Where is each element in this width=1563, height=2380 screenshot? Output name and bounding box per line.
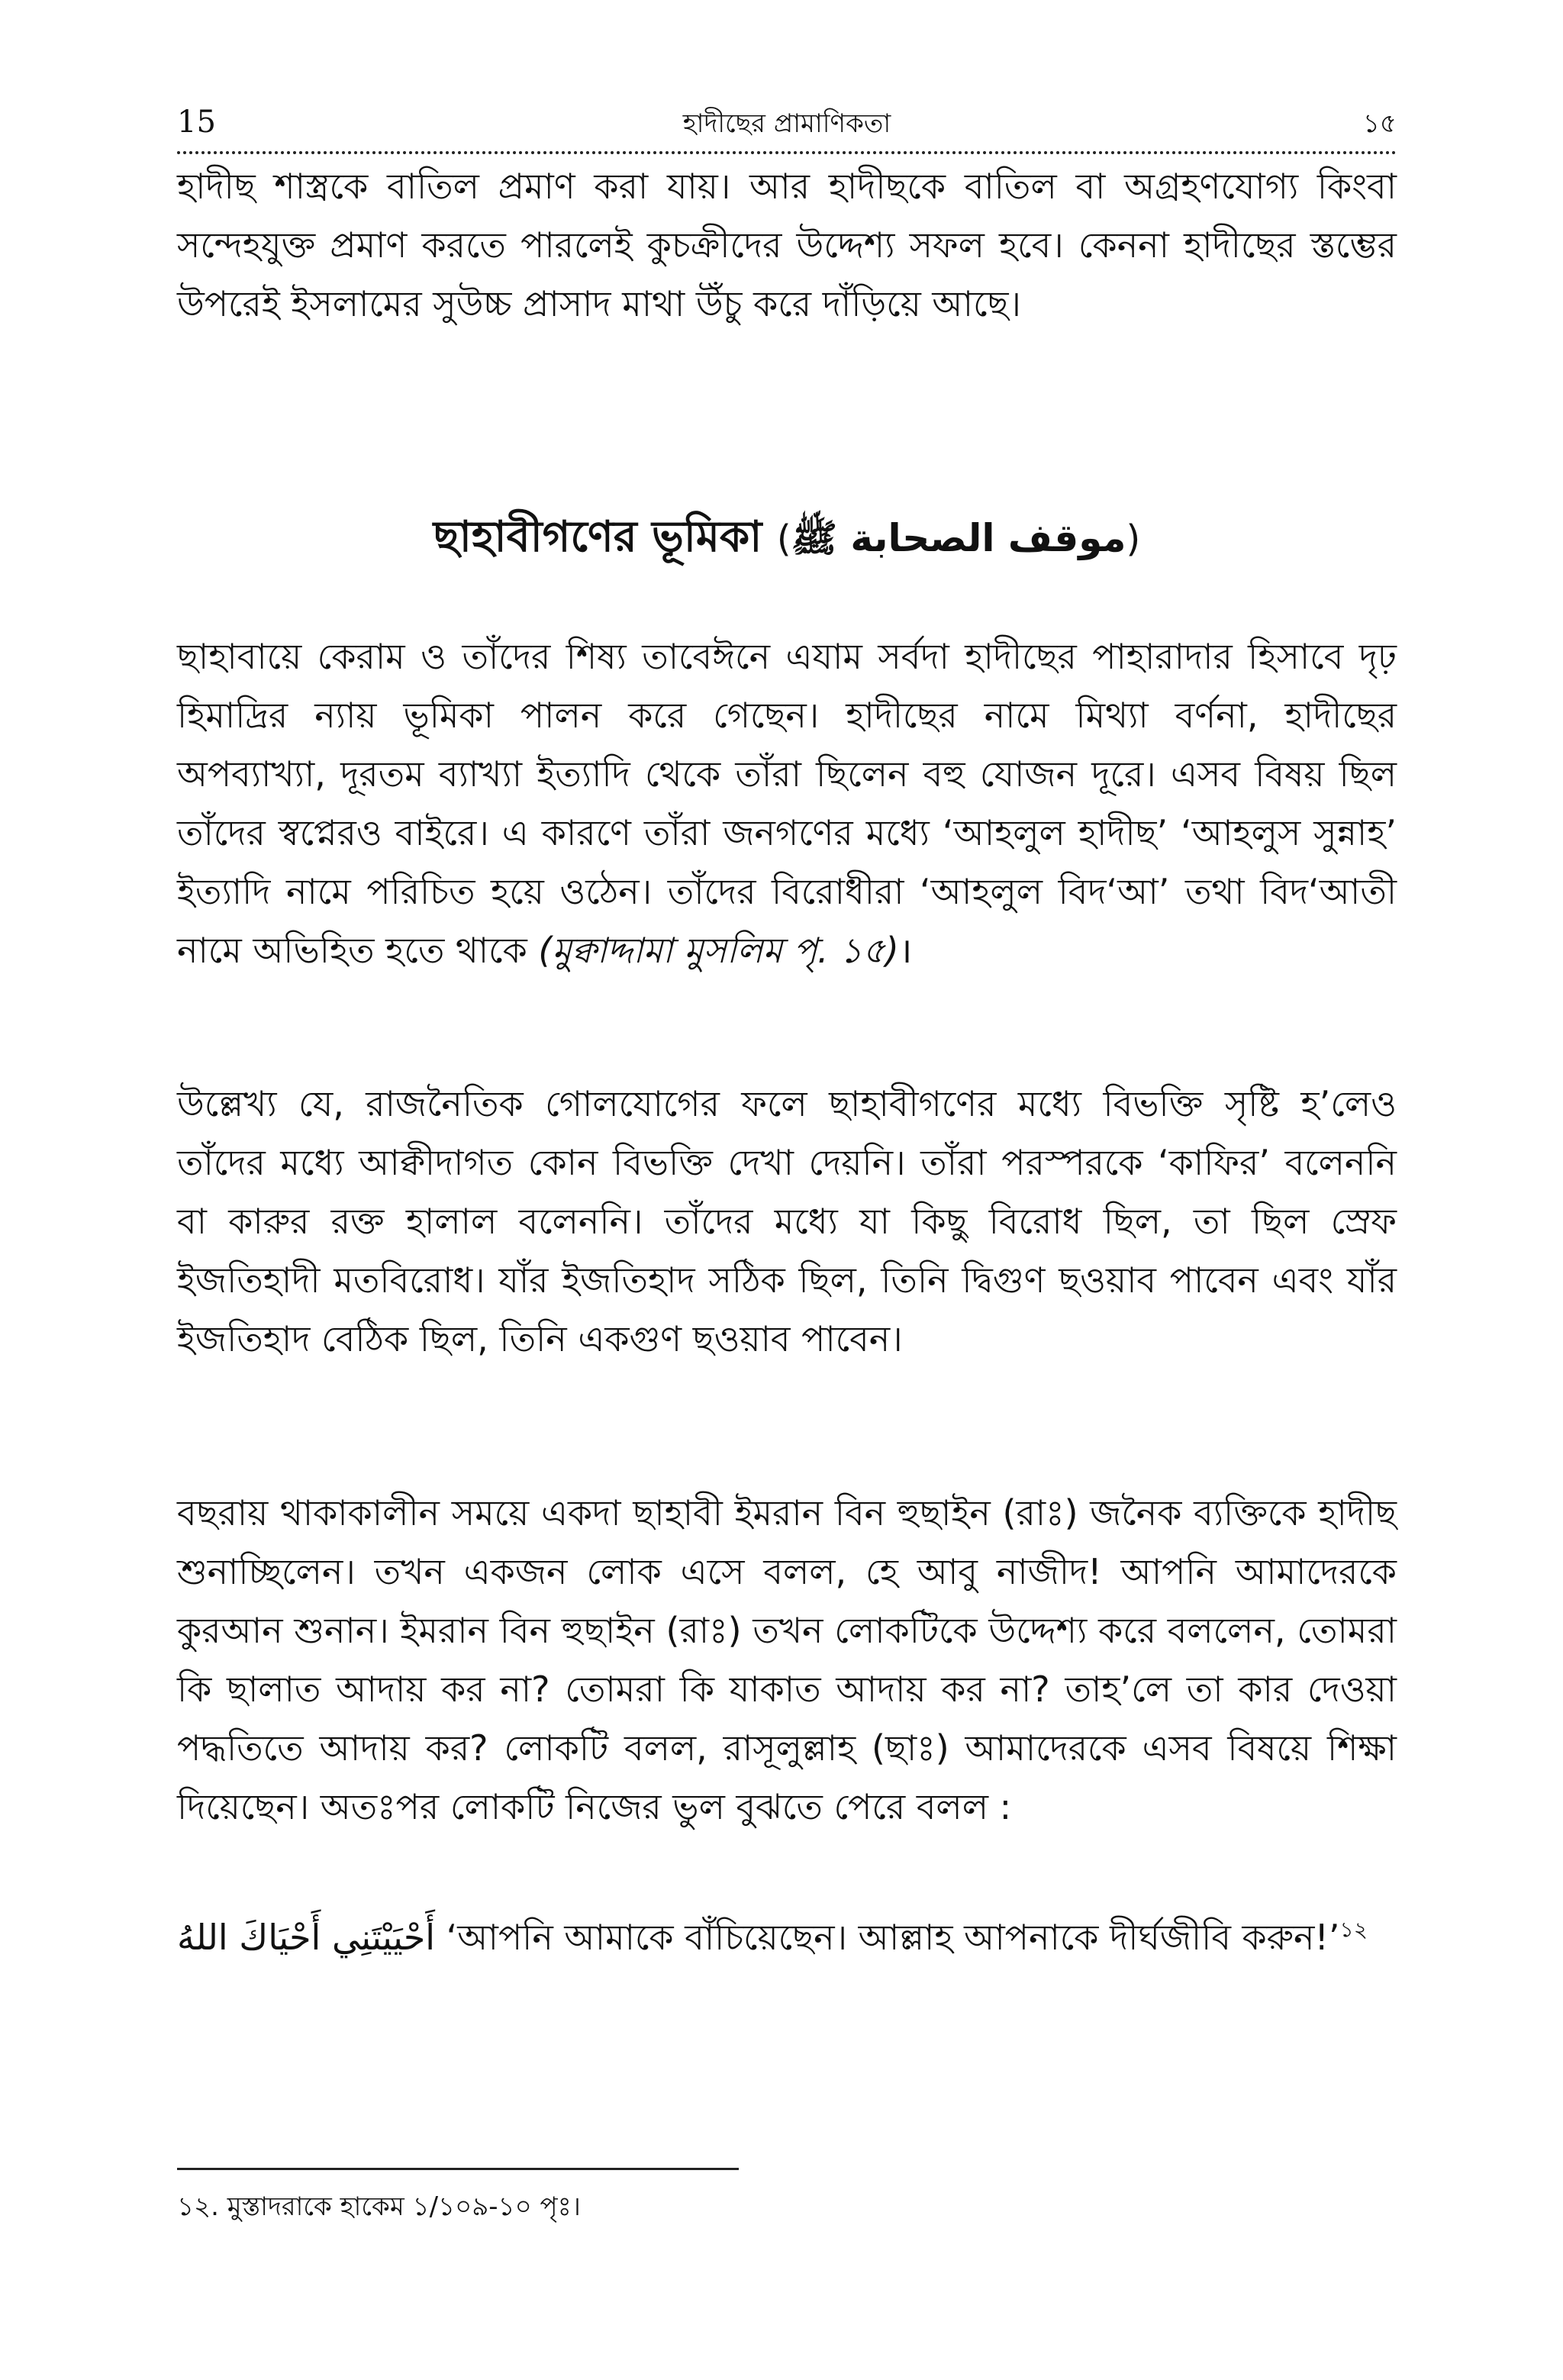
- page-number-bengali: ১৫: [1362, 108, 1397, 139]
- arabic-quote: أَحْيَيْتَنِي أَحْيَاكَ اللهُ: [177, 1917, 436, 1958]
- paragraph-imran-story-end: [177, 1908, 1397, 1967]
- running-title: হাদীছের প্রামাণিকতা: [682, 108, 891, 139]
- paragraph-intro: হাদীছ শাস্ত্রকে বাতিল প্রমাণ করা যায়। আর হাদীছকে বাতিল বা অগ্রহণযোগ্য কিংবা সন্দেহযুক্ত প্রমাণ করতে পারলেই কুচক্রীদের উদ্দেশ্য সফল হবে। কেননা হাদীছের স্তম্ভের উপরেই ইসলামের সুউচ্চ প্রাসাদ মাথা উঁচু করে দাঁড়িয়ে আছে।: [177, 166, 1397, 324]
- section-heading: [177, 507, 1397, 569]
- paragraph-companions-end: ।: [898, 930, 913, 971]
- paragraph-companions-role: [177, 627, 1397, 980]
- citation-muqaddama: (মুক্বাদ্দামা মুসলিম পৃ. ১৫): [538, 930, 899, 971]
- footnote-12: ১২. মুস্তাদরাকে হাকেম ১/১০৯-১০ পৃঃ।: [177, 2191, 581, 2222]
- paragraph-no-creed-division: উল্লেখ্য যে, রাজনৈতিক গোলযোগের ফলে ছাহাবীগণের মধ্যে বিভক্তি সৃষ্টি হ’লেও তাঁদের মধ্যে আক্বীদাগত কোন বিভক্তি দেখা দেয়নি। তাঁরা পরস্পরকে ‘কাফির’ বলেননি বা কারুর রক্ত হালাল বলেননি। তাঁদের মধ্যে যা কিছু বিরোধ ছিল, তা ছিল স্রেফ ইজতিহাদী মতবিরোধ। যাঁর ইজতিহাদ সঠিক ছিল, তিনি দ্বিগুণ ছওয়াব পাবেন এবং যাঁর ইজতিহাদ বেঠিক ছিল, তিনি একগুণ ছওয়াব পাবেন।: [177, 1083, 1397, 1359]
- heading-paren-open: (: [776, 518, 791, 560]
- paragraph-imran-story: বছরায় থাকাকালীন সময়ে একদা ছাহাবী ইমরান বিন হুছাইন (রাঃ) জনৈক ব্যক্তিকে হাদীছ শুনাচ্ছিলেন। তখন একজন লোক এসে বলল, হে আবু নাজীদ! আপনি আমাদেরকে কুরআন শুনান। ইমরান বিন হুছাইন (রাঃ) তখন লোকটিকে উদ্দেশ্য করে বললেন, তোমরা কি ছালাত আদায় কর না? তোমরা কি যাকাত আদায় কর না? তাহ’লে তা কার দেওয়া পদ্ধতিতে আদায় কর? লোকটি বলল, রাসূলুল্লাহ (ছাঃ) আমাদেরকে এসব বিষয়ে শিক্ষা দিয়েছেন। অতঃপর লোকটি নিজের ভুল বুঝতে পেরে বলল :: [177, 1492, 1397, 1827]
- paragraph-translation: ‘আপনি আমাকে বাঁচিয়েছেন। আল্লাহ আপনাকে দীর্ঘজীবি করুন!’: [446, 1917, 1340, 1958]
- heading-bengali: ছাহাবীগণের ভূমিকা: [433, 512, 762, 562]
- heading-paren-close: ): [1126, 518, 1141, 560]
- running-header: [177, 101, 1397, 154]
- heading-arabic: موقف الصحابة ﷺ: [791, 516, 1126, 560]
- footnote-divider: [177, 2168, 739, 2170]
- footnote-reference[interactable]: ১২: [1339, 1917, 1368, 1943]
- page-number-latin: 15: [177, 105, 216, 140]
- paragraph-companions-main: ছাহাবায়ে কেরাম ও তাঁদের শিষ্য তাবেঈনে এযাম সর্বদা হাদীছের পাহারাদার হিসাবে দৃঢ় হিমাদ্রির ন্যায় ভূমিকা পালন করে গেছেন। হাদীছের নামে মিথ্যা বর্ণনা, হাদীছের অপব্যাখ্যা, দূরতম ব্যাখ্যা ইত্যাদি থেকে তাঁরা ছিলেন বহু যোজন দূরে। এসব বিষয় ছিল তাঁদের স্বপ্নেরও বাইরে। এ কারণে তাঁরা জনগণের মধ্যে ‘আহলুল হাদীছ’ ‘আহলুস সুন্নাহ’ ইত্যাদি নামে পরিচিত হয়ে ওঠেন। তাঁদের বিরোধীরা ‘আহলুল বিদ‘আ’ তথা বিদ‘আতী নামে অভিহিত হতে থাকে: [177, 636, 1397, 971]
